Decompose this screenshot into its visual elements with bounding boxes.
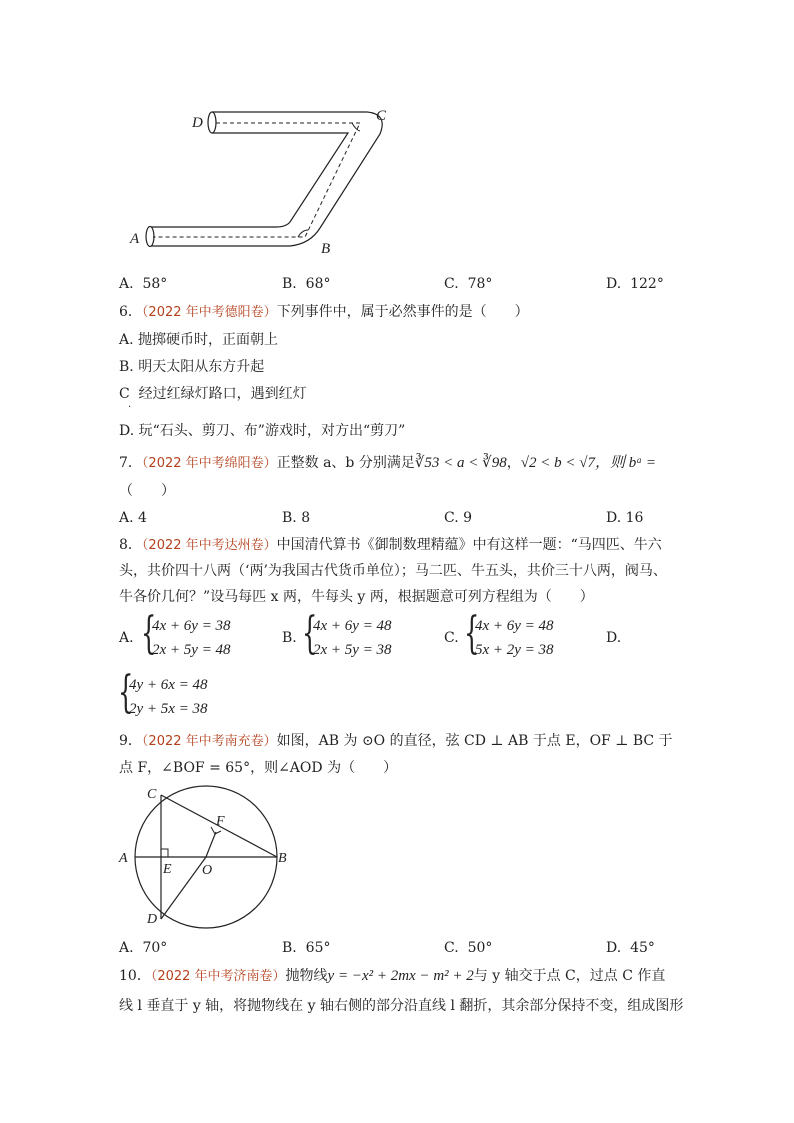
option-text: 45°: [630, 940, 655, 956]
fig-label-b: B: [278, 851, 287, 866]
option-text: 4: [138, 510, 147, 526]
q8-option-c-letter[interactable]: C.: [444, 630, 459, 646]
question-source: （2022 年中考南充卷）: [141, 734, 277, 749]
option-letter: B.: [282, 940, 297, 956]
fig-label-a: A: [119, 851, 128, 866]
option-letter: A.: [119, 332, 134, 348]
q10-stem-line2: 线 l 垂直于 y 轴，将抛物线在 y 轴右侧的部分沿直线 l 翻折，其余部分保持不变，组成图形: [119, 998, 684, 1014]
q9-stem-line1: [119, 731, 673, 752]
label-c: C: [376, 108, 387, 124]
option-letter: D.: [606, 276, 622, 292]
question-source: （2022 年中考德阳卷）: [141, 305, 277, 320]
q5-option-c[interactable]: [444, 276, 492, 292]
pipe-end-d: [208, 112, 216, 133]
right-angle-e: [161, 849, 168, 857]
q8-option-a-letter[interactable]: A.: [119, 630, 134, 646]
question-number: 7．: [119, 455, 142, 471]
option-text: 玩“石头、剪刀、布”游戏时，对方出“剪刀”: [138, 423, 406, 439]
option-letter: A.: [119, 940, 134, 956]
option-text: 122°: [630, 276, 664, 292]
equation: 2x + 5y = 38: [313, 642, 392, 658]
q8-option-a-system[interactable]: [152, 614, 231, 662]
q5-option-d[interactable]: [606, 276, 664, 292]
q8-option-d-letter[interactable]: D.: [606, 630, 622, 646]
circle-figure: [112, 782, 297, 934]
question-source: （2022 年中考绵阳卷）: [141, 456, 277, 471]
q7-option-c[interactable]: [444, 510, 472, 526]
q6-option-c[interactable]: [119, 384, 307, 404]
q7-blank: （ ）: [119, 483, 175, 499]
brace-icon: {: [302, 608, 318, 659]
question-text: 中国清代算书《御制数理精蕴》中有这样一题：“马四匹、牛六: [276, 537, 662, 553]
q7-option-a[interactable]: [119, 510, 147, 526]
option-letter: A.: [119, 276, 134, 292]
q9-option-c[interactable]: [444, 940, 492, 956]
question-number: 8．: [119, 537, 142, 553]
inequality-b: √2 < b < √7: [520, 455, 595, 471]
equation: 2x + 5y = 48: [152, 642, 231, 658]
option-letter: C: [119, 386, 130, 402]
option-letter: B.: [119, 359, 134, 375]
fig-label-d: D: [147, 912, 158, 927]
label-b: B: [321, 241, 331, 257]
q10-stem-line1: [119, 966, 665, 987]
parabola-equation: y = −x² + 2mx − m² + 2: [327, 968, 474, 984]
q9-option-a[interactable]: [119, 940, 167, 956]
option-letter: B.: [282, 510, 297, 526]
fig-label-o: O: [202, 863, 213, 878]
option-text: 8: [301, 510, 311, 526]
question-number: 10．: [119, 968, 151, 984]
q8-option-c-system[interactable]: [475, 614, 554, 662]
pipe-centerline: [153, 123, 360, 237]
question-number: 9．: [119, 733, 142, 749]
q6-option-d[interactable]: [119, 421, 405, 441]
q9-option-b[interactable]: [282, 940, 330, 956]
segment-of: [206, 832, 216, 857]
pipe-figure: [120, 100, 400, 260]
label-d: D: [192, 115, 203, 131]
pipe-end-a: [146, 227, 154, 247]
option-letter: D.: [606, 510, 622, 526]
q6-option-b[interactable]: [119, 357, 264, 377]
fig-label-c: C: [147, 787, 157, 802]
brace-icon: {: [141, 608, 157, 659]
question-text: 抛物线: [285, 968, 328, 984]
option-text: 16: [625, 510, 644, 526]
option-text: 50°: [467, 940, 493, 956]
angle-c-arc: [352, 123, 360, 131]
equation: 5x + 2y = 38: [475, 642, 554, 658]
inequality-a: ∛53 < a < ∛98: [414, 455, 507, 471]
option-text: 明天太阳从东方升起: [138, 359, 265, 375]
q7-option-d[interactable]: [606, 510, 643, 526]
option-letter: B.: [282, 276, 297, 292]
option-text: 58°: [142, 276, 168, 292]
q9-option-d[interactable]: [606, 940, 655, 956]
option-text: 经过红绿灯路口，遇到红灯: [138, 386, 307, 402]
q6-option-a[interactable]: [119, 330, 278, 350]
question-text: 正整数 a、b 分别满足: [276, 455, 415, 471]
q5-option-b[interactable]: [282, 276, 330, 292]
brace-icon: {: [118, 667, 134, 718]
q7-option-b[interactable]: [282, 510, 310, 526]
pipe-outline-bottom: [150, 133, 348, 227]
q9-stem-line2: 点 F，∠BOF = 65°，则∠AOD 为（ ）: [119, 760, 398, 776]
pipe-outline-top: [150, 112, 382, 246]
option-text: 68°: [305, 276, 331, 292]
question-source: （2022 年中考达州卷）: [141, 538, 277, 553]
option-text: 78°: [467, 276, 493, 292]
brace-icon: {: [464, 608, 480, 659]
option-text: 9: [463, 510, 473, 526]
question-number: 6．: [119, 304, 142, 320]
label-a: A: [130, 231, 140, 247]
stray-mark: .: [128, 399, 132, 410]
separator: ，: [506, 455, 521, 471]
equation: 4x + 6y = 48: [313, 618, 392, 634]
question-text-end: ，则 bᵃ =: [594, 455, 657, 471]
fig-label-e: E: [163, 862, 172, 877]
option-letter: D.: [606, 940, 622, 956]
option-text: 65°: [305, 940, 331, 956]
equation: 4x + 6y = 38: [152, 618, 231, 634]
q7-stem: [119, 453, 656, 474]
q8-stem-line2: 头，共价四十八两（‘两’为我国古代货币单位）；马二匹、牛五头，共价三十八两，阀马、: [119, 563, 667, 579]
q8-stem-line1: [119, 535, 662, 556]
option-letter: C.: [444, 940, 459, 956]
option-text: 70°: [142, 940, 168, 956]
option-letter: C.: [444, 276, 459, 292]
option-text: 抛掷硬币时，正面朝上: [138, 332, 279, 348]
equation: 4x + 6y = 48: [475, 618, 554, 634]
equation: 4y + 6x = 48: [129, 677, 208, 693]
q8-stem-line3: 牛各价几何？”设马每匹 x 两，牛每头 y 两，根据题意可列方程组为（ ）: [119, 589, 594, 605]
option-letter: A.: [119, 510, 134, 526]
option-letter: D.: [119, 423, 135, 439]
question-source: （2022 年中考济南卷）: [150, 969, 286, 984]
question-text-cont: 与 y 轴交于点 C，过点 C 作直: [473, 968, 666, 984]
question-text: 如图，AB 为 ⊙O 的直径，弦 CD ⊥ AB 于点 E，OF ⊥ BC 于: [276, 733, 673, 749]
q6-stem: [119, 302, 529, 323]
q5-option-a[interactable]: [119, 276, 167, 292]
option-letter: C.: [444, 510, 459, 526]
question-text: 下列事件中，属于必然事件的是（ ）: [276, 304, 529, 320]
q8-option-d-system[interactable]: [129, 673, 208, 721]
equation: 2y + 5x = 38: [129, 701, 208, 717]
fig-label-f: F: [216, 814, 225, 829]
q8-option-b-letter[interactable]: B.: [282, 630, 297, 646]
q8-option-b-system[interactable]: [313, 614, 392, 662]
